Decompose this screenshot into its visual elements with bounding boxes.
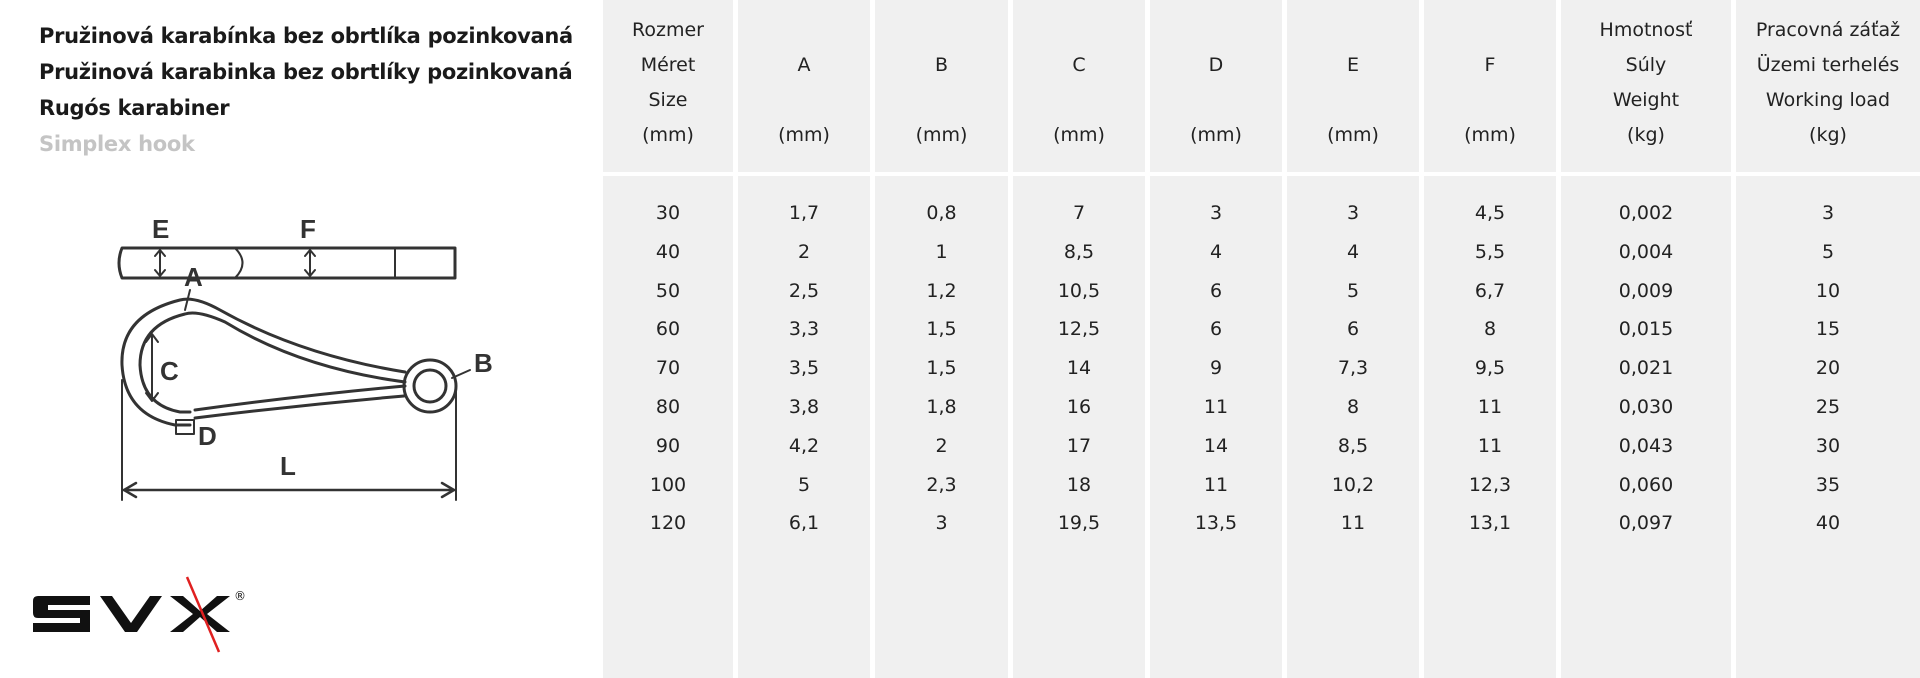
column-header-line: Weight [1612,89,1680,111]
table-cell: 5 [1821,240,1835,263]
eye-outer [404,360,456,412]
table-cell: 13,5 [1194,512,1238,535]
eye-inner [414,370,446,402]
label-l: L [280,451,296,481]
table-cell: 3,5 [788,357,820,380]
product-info-panel [0,0,600,678]
table-cell: 18 [1066,473,1092,496]
column-header-line: (mm) [1327,124,1379,146]
table-cell: 3,8 [788,396,820,418]
table-cell: 40 [1815,512,1841,535]
table-cell: 14 [1066,357,1092,380]
table-cell: 11 [1477,434,1503,457]
title-czech: Pružinová karabinka bez obrtlíky pozinkovaná [39,60,573,84]
table-column [1013,0,1145,678]
table-cell: 10 [1815,279,1841,302]
table-cell: 4,5 [1474,202,1506,224]
table-cell: 90 [655,434,681,457]
top-view-outline [119,248,455,278]
column-header-line: C [1072,54,1086,76]
column-header-line: (mm) [1464,124,1516,146]
table-cell: 20 [1815,357,1841,380]
table-column [1561,0,1731,678]
title-english: Simplex hook [39,132,195,156]
table-column [738,0,870,678]
table-cell: 0,030 [1618,396,1674,418]
registered-mark: ® [234,589,246,603]
table-cell: 3,3 [788,318,820,341]
table-column [603,0,733,678]
table-cell: 0,043 [1618,434,1674,457]
table-cell: 50 [655,279,681,302]
table-cell: 40 [655,240,681,263]
column-header-line: E [1346,54,1359,76]
label-d: D [198,421,217,451]
table-cell: 120 [649,512,687,535]
table-cell: 0,060 [1618,473,1674,496]
header-separator [603,172,733,176]
table-cell: 1,5 [926,318,957,341]
table-cell: 70 [655,357,681,380]
table-cell: 3 [1821,202,1835,224]
column-header [1736,0,1920,172]
table-cell: 60 [655,318,681,341]
column-header [1561,0,1731,172]
header-separator [1287,172,1419,176]
table-cell: 0,097 [1618,512,1674,535]
table-cell: 6 [1209,318,1223,341]
column-header-line: (mm) [1190,124,1242,146]
table-cell: 30 [655,202,681,224]
column-header-line: B [934,54,949,76]
table-column [1287,0,1419,678]
header-separator [1013,172,1145,176]
label-e: E [152,214,170,244]
column-header-line: (mm) [778,124,830,146]
table-cell: 4 [1209,240,1223,263]
table-cell: 0,8 [926,202,957,224]
table-cell: 1,2 [926,279,957,302]
svx-logo [28,574,258,654]
column-header [875,0,1008,172]
column-header-line: A [797,54,811,76]
column-header-line: Size [648,89,688,111]
column-header-line: (mm) [642,124,694,146]
table-cell: 0,009 [1618,279,1674,302]
table-cell: 10,2 [1331,473,1375,496]
column-header-line: Working load [1765,89,1891,111]
table-column [1736,0,1920,678]
table-cell: 3 [1209,202,1223,224]
table-cell: 0,015 [1618,318,1674,341]
table-cell: 5,5 [1474,240,1506,263]
table-cell: 3 [1346,202,1360,224]
snap-hook-technical-drawing [100,200,520,510]
table-cell: 1,7 [788,202,820,224]
column-header [1424,0,1556,172]
header-separator [1424,172,1556,176]
product-titles [39,18,573,162]
table-cell: 1 [935,240,948,263]
column-header-line: Hmotnosť [1599,19,1693,41]
table-cell: 6,7 [1474,279,1506,302]
table-cell: 4,2 [788,434,820,457]
column-header-line: (kg) [1627,124,1665,146]
label-c: C [160,356,179,386]
table-cell: 12,5 [1057,318,1101,341]
table-cell: 35 [1815,473,1841,496]
table-cell: 19,5 [1057,512,1101,535]
table-cell: 8,5 [1337,434,1369,457]
table-cell: 100 [649,473,687,496]
table-cell: 30 [1815,434,1841,457]
table-cell: 12,3 [1468,473,1512,496]
table-cell: 2 [797,240,811,263]
table-column [1424,0,1556,678]
table-cell: 6,1 [788,512,820,535]
column-header-line: D [1208,54,1224,76]
table-cell: 11 [1203,396,1229,418]
header-separator [738,172,870,176]
header-separator [1150,172,1282,176]
table-cell: 15 [1815,318,1841,341]
table-cell: 25 [1815,396,1841,418]
table-cell: 4 [1346,240,1360,263]
column-header-line: Súly [1625,54,1667,76]
table-cell: 11 [1477,396,1503,418]
table-cell: 7 [1072,202,1086,224]
column-header-line: (mm) [915,124,968,146]
column-header-line: Üzemi terhelés [1756,54,1900,76]
table-cell: 2,5 [788,279,820,302]
column-header-line: Pracovná záťaž [1755,19,1901,41]
column-header-line: F [1484,54,1496,76]
table-cell: 6 [1209,279,1223,302]
title-hungarian: Rugós karabiner [39,96,230,120]
hook-body-inner [140,313,405,412]
table-cell: 6 [1346,318,1360,341]
table-cell: 5 [797,473,811,496]
table-cell: 16 [1066,396,1092,418]
table-cell: 11 [1340,512,1366,535]
column-header [603,0,733,172]
table-cell: 0,021 [1618,357,1674,380]
column-header-line: (mm) [1053,124,1105,146]
header-separator [1561,172,1731,176]
table-cell: 1,5 [926,357,957,380]
table-cell: 2 [935,434,948,457]
table-cell: 80 [655,396,681,418]
header-separator [875,172,1008,176]
column-header-line: Rozmer [632,19,704,41]
table-cell: 14 [1203,434,1229,457]
table-cell: 9,5 [1474,357,1506,380]
table-cell: 11 [1203,473,1229,496]
label-a: A [184,262,203,292]
column-header [1013,0,1145,172]
table-cell: 13,1 [1468,512,1512,535]
table-column [875,0,1008,678]
table-cell: 8 [1483,318,1497,341]
title-slovak: Pružinová karabínka bez obrtlíka pozinkovaná [39,24,573,48]
column-header [738,0,870,172]
table-cell: 17 [1066,434,1092,457]
table-column [1150,0,1282,678]
table-cell: 0,002 [1618,202,1674,224]
label-b: B [474,348,493,378]
table-cell: 5 [1346,279,1360,302]
table-cell: 8,5 [1063,240,1095,263]
table-cell: 8 [1346,396,1360,418]
table-cell: 2,3 [926,473,957,496]
label-f: F [300,214,316,244]
table-cell: 7,3 [1337,357,1369,380]
logo-slash [187,577,219,652]
header-separator [1736,172,1920,176]
column-header-line: (kg) [1809,124,1847,146]
table-cell: 0,004 [1618,240,1674,263]
table-cell: 10,5 [1057,279,1101,302]
table-cell: 1,8 [926,396,957,418]
column-header [1150,0,1282,172]
column-header [1287,0,1419,172]
table-cell: 9 [1209,357,1223,380]
table-cell: 3 [935,512,948,535]
column-header-line: Méret [640,54,696,76]
